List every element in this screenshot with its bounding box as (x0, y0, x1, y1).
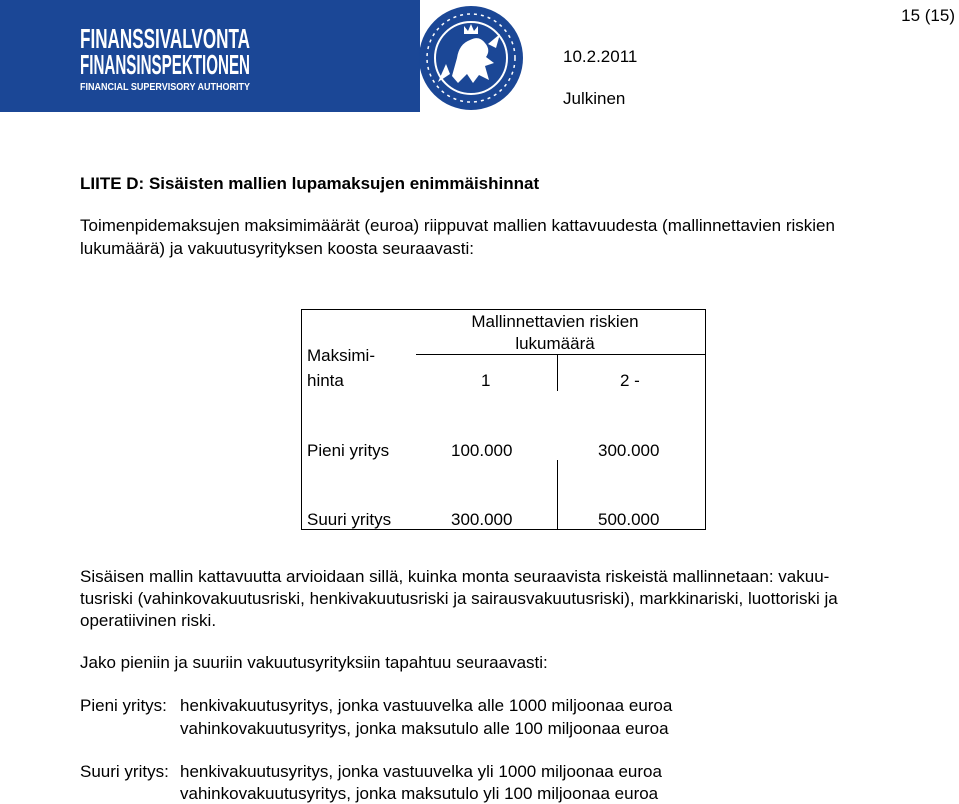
table-cell: 500.000 (598, 510, 660, 529)
intro-line: Toimenpidemaksujen maksimimäärät (euroa) riippuvat mallien kattavuudesta (mallinnettavien riskien (80, 216, 835, 235)
logo-text-swedish: FINANSINSPEKTIONEN (80, 49, 250, 80)
table-row-label: Suuri yritys (307, 510, 392, 529)
table-corner-label: Maksimi- (307, 346, 375, 365)
table-cell: 300.000 (451, 510, 513, 529)
size-split-intro: Jako pieniin ja suuriin vakuutusyrityksiin tapahtuu seuraavasti: (80, 653, 548, 672)
lion-emblem-icon (418, 4, 524, 112)
table-column-header: 1 (481, 371, 491, 390)
definition-text: vahinkovakuutusyritys, jonka maksutulo alle 100 miljoonaa euroa (180, 719, 669, 738)
paragraph-line: tusriski (vahinkovakuutusriski, henkivakuutusriski ja sairausvakuutusriski), markkinariski, luottoriski ja (80, 589, 838, 608)
table-divider (557, 354, 558, 391)
definition-text: henkivakuutusyritys, jonka vastuuvelka alle 1000 miljoonaa euroa (180, 696, 673, 715)
logo-text-english: FINANCIAL SUPERVISORY AUTHORITY (80, 81, 250, 93)
table-cell: 300.000 (598, 441, 660, 460)
definition-line (80, 697, 672, 715)
paragraph-line: Sisäisen mallin kattavuutta arvioidaan sillä, kuinka monta seuraavista riskeistä mallinnetaan: vakuu- (80, 567, 830, 586)
authority-logo (0, 0, 420, 112)
page-number: 15 (15) (901, 6, 955, 25)
definition-text: vahinkovakuutusyritys, jonka maksutulo yli 100 miljoonaa euroa (180, 784, 659, 803)
page-title: LIITE D: Sisäisten mallien lupamaksujen enimmäishinnat (80, 174, 540, 193)
definition-text: henkivakuutusyritys, jonka vastuuvelka yli 1000 miljoonaa euroa (180, 762, 662, 781)
document-classification: Julkinen (563, 89, 626, 108)
paragraph-line: operatiivinen riski. (80, 611, 217, 630)
logo-text-finnish: FINANSSIVALVONTA (80, 23, 250, 54)
table-divider (416, 354, 706, 355)
table-corner-label: hinta (307, 371, 344, 390)
definition-line (80, 763, 662, 781)
table-group-header: Mallinnettavien riskien (471, 312, 639, 331)
table-row-label: Pieni yritys (307, 441, 390, 460)
definition-term: Suuri yritys: (80, 762, 169, 781)
document-date: 10.2.2011 (563, 47, 638, 66)
table-cell: 100.000 (451, 441, 513, 460)
table-column-header: 2 - (620, 371, 640, 390)
table-group-header: lukumäärä (515, 334, 595, 353)
table-divider (557, 460, 558, 530)
definition-term: Pieni yritys: (80, 696, 167, 715)
intro-line: lukumäärä) ja vakuutusyrityksen koosta seuraavasti: (80, 239, 475, 258)
